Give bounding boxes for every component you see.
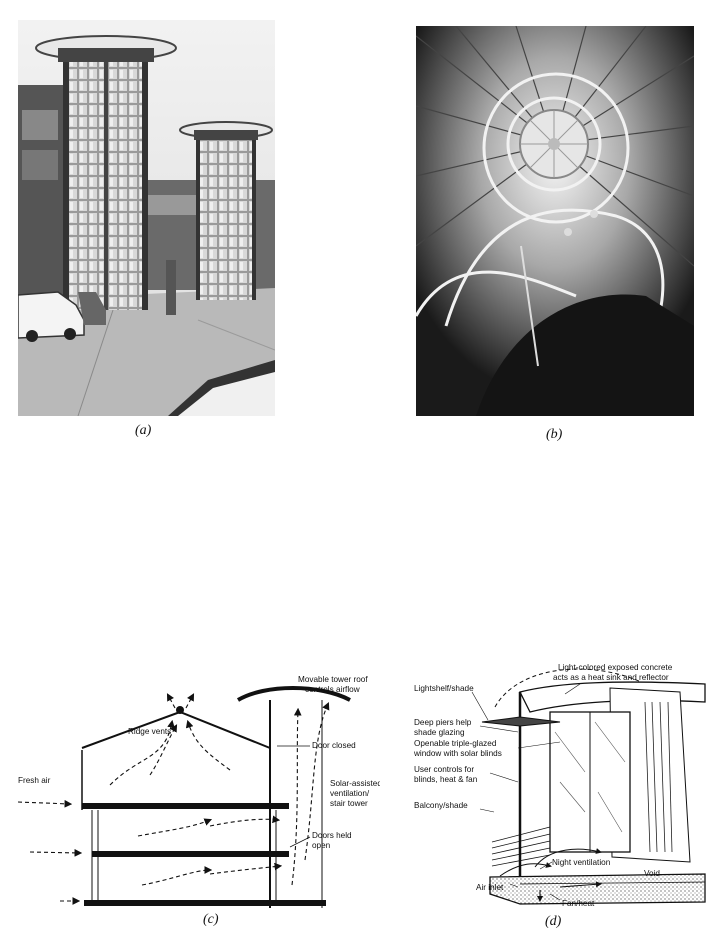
- label-concrete-1: Light-colored exposed concrete: [558, 663, 673, 672]
- caption-b: (b): [546, 427, 563, 442]
- diagram-c-ventilation-section: [0, 660, 380, 936]
- label-tower-roof-1: Movable tower roof: [298, 675, 368, 684]
- diagram-d-facade-section: [400, 662, 712, 936]
- caption-a: (a): [135, 423, 152, 438]
- label-air-inlet: Air inlet: [476, 883, 504, 892]
- diagram-c-drawing: [0, 660, 380, 936]
- caption-d: (d): [545, 914, 562, 929]
- diagram-d-drawing: [400, 662, 712, 936]
- label-void: Void: [644, 869, 660, 878]
- label-door-closed: Door closed: [312, 741, 356, 750]
- photo-b-spiral-stair: [416, 26, 694, 416]
- label-piers-2: shade glazing: [414, 728, 465, 737]
- label-window-2: window with solar blinds: [414, 749, 502, 758]
- label-fresh-air: Fresh air: [18, 776, 51, 785]
- label-controls-2: blinds, heat & fan: [414, 775, 478, 784]
- label-fan-heat: Fan/heat: [562, 899, 595, 908]
- label-ridge-vents: Ridge vents: [128, 727, 172, 736]
- photo-a-illustration: [18, 20, 275, 416]
- label-window-1: Openable triple-glazed: [414, 739, 497, 748]
- label-solar-1: Solar-assisted: [330, 779, 380, 788]
- caption-c: (c): [203, 912, 219, 927]
- label-solar-3: stair tower: [330, 799, 368, 808]
- photo-a-glass-towers: [18, 20, 275, 416]
- label-controls-1: User controls for: [414, 765, 475, 774]
- label-solar-2: ventilation/: [330, 789, 370, 798]
- label-balcony: Balcony/shade: [414, 801, 468, 810]
- label-doors-open-1: Doors held: [312, 831, 352, 840]
- label-doors-open-2: open: [312, 841, 331, 850]
- label-night-ventilation: Night ventilation: [552, 858, 611, 867]
- photo-b-illustration: [416, 26, 694, 416]
- label-piers-1: Deep piers help: [414, 718, 472, 727]
- label-concrete-2: acts as a heat sink and reflector: [553, 673, 669, 682]
- label-lightshelf: Lightshelf/shade: [414, 684, 474, 693]
- label-tower-roof-2: controls airflow: [305, 685, 360, 694]
